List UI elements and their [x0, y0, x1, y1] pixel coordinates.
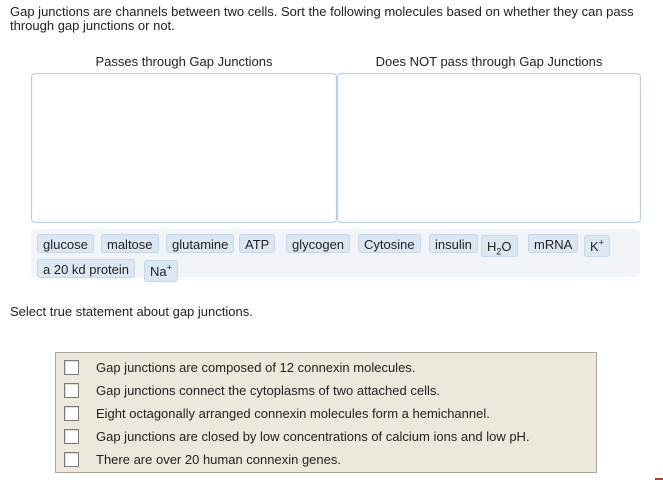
drop-zone-does-not-pass[interactable] [337, 73, 641, 223]
checkbox[interactable] [64, 383, 79, 398]
chip-potassium[interactable] [584, 235, 610, 257]
question-intro: Gap junctions are channels between two cells. Sort the following molecules based on whether they can pass through gap junctions or not. [10, 4, 634, 33]
column-header-passes: Passes through Gap Junctions [95, 54, 273, 69]
chip-cytosine[interactable]: Cytosine [358, 234, 421, 253]
checkbox[interactable] [64, 360, 79, 375]
chip-potassium-base: K [590, 239, 599, 254]
option-row[interactable] [56, 357, 596, 379]
option-row[interactable] [56, 426, 596, 448]
chip-insulin[interactable]: insulin [429, 234, 478, 253]
chip-glutamine[interactable]: glutamine [166, 234, 234, 253]
drop-zone-passes[interactable] [31, 73, 337, 223]
checkbox[interactable] [64, 452, 79, 467]
chip-maltose[interactable]: maltose [101, 234, 159, 253]
option-label: Gap junctions are closed by low concentrations of calcium ions and low pH. [96, 429, 530, 444]
chip-h2o[interactable] [481, 235, 518, 257]
chip-h2o-sub: 2 [496, 246, 502, 257]
column-header-does-not-pass: Does NOT pass through Gap Junctions [375, 54, 603, 69]
option-label: There are over 20 human connexin genes. [96, 452, 341, 467]
chip-potassium-sup: + [598, 237, 604, 248]
chip-sodium[interactable] [144, 260, 178, 282]
option-label: Gap junctions connect the cytoplasms of two attached cells. [96, 383, 440, 398]
chip-h2o-tail: O [501, 239, 512, 254]
chip-atp[interactable]: ATP [239, 234, 275, 253]
option-label: Eight octagonally arranged connexin molecules form a hemichannel. [96, 406, 490, 421]
chip-glycogen[interactable]: glycogen [286, 234, 350, 253]
chip-sodium-sup: + [166, 262, 172, 273]
option-label: Gap junctions are composed of 12 connexin molecules. [96, 360, 416, 375]
chip-h2o-base: H [487, 239, 497, 254]
checkbox[interactable] [64, 429, 79, 444]
chip-glucose[interactable]: glucose [37, 234, 94, 253]
option-row[interactable] [56, 449, 596, 471]
chip-mrna[interactable]: mRNA [528, 234, 578, 253]
options-panel [55, 352, 597, 473]
chip-20kd-protein[interactable]: a 20 kd protein [37, 259, 135, 278]
chip-sodium-base: Na [150, 264, 167, 279]
option-row[interactable] [56, 403, 596, 425]
question-prompt: Select true statement about gap junctions. [10, 304, 253, 319]
checkbox[interactable] [64, 406, 79, 421]
chip-tray [31, 229, 640, 277]
option-row[interactable] [56, 380, 596, 402]
